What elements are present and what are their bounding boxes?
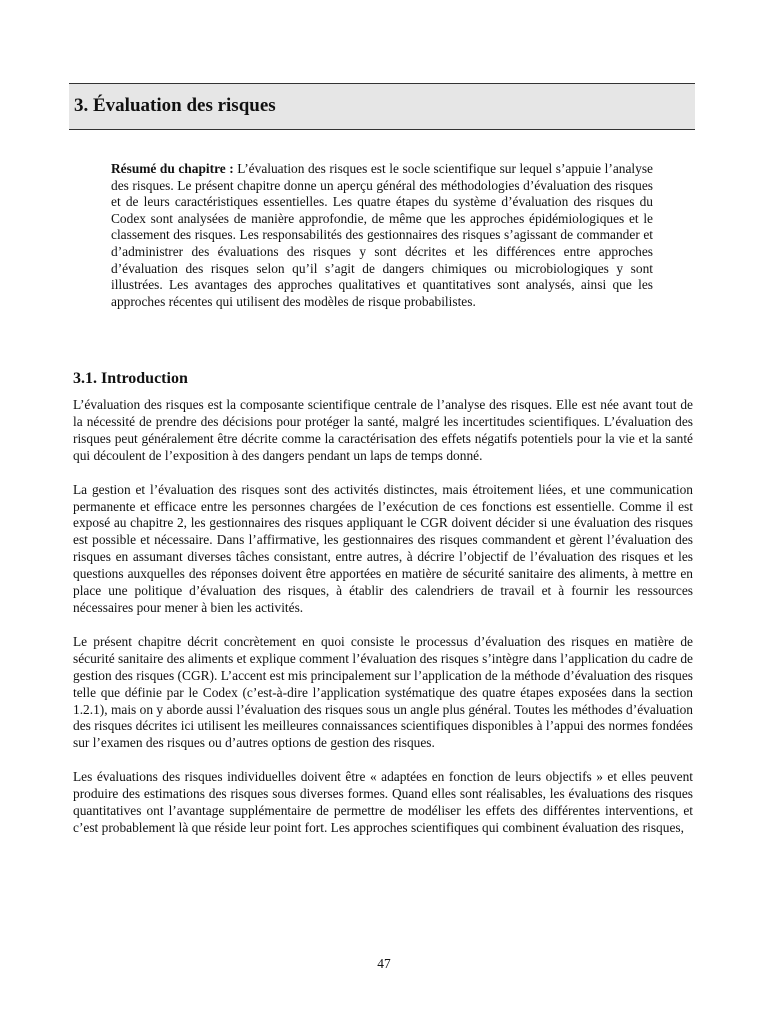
summary-text: L’évaluation des risques est le socle scientifique sur lequel s’appuie l’analyse des risques. Le présent chapitre donne un aperçu général des méthodologies d’évaluation des risques et de leurs caractéristiques essentielles. Les quatre étapes du système d’évaluation des risques du Codex sont analysées de manière approfondie, de même que les approches épidémiologiques et le classement des risques. Les responsabilités des gestionnaires des risques s’agissant de commander et d’administrer des évaluations des risques y sont décrites et les différences entre approches d’évaluation des risques selon qu’il s’agit de dangers chimiques ou microbiologiques y sont illustrées. Les avantages des approches qualitatives et quantitatives sont analysés, ainsi que les approches récentes qui utilisent des modèles de risque probabilistes. — [111, 161, 653, 309]
chapter-number: 3 — [74, 95, 84, 116]
chapter-number-separator: . — [83, 95, 93, 116]
chapter-title — [74, 94, 276, 118]
paragraph: L’évaluation des risques est la composante scientifique centrale de l’analyse des risques. Elle est née avant tout de la nécessité de prendre des décisions pour protéger la santé, malgré les incertitudes scientifiques. L’évaluation des risques peut généralement être décrite comme la caractérisation des effets négatifs potentiels pour la vie et la santé qui découlent de l’exposition à des dangers pendant un laps de temps donné. — [73, 397, 693, 463]
page-number: 47 — [377, 956, 391, 971]
paragraph: Les évaluations des risques individuelles doivent être « adaptées en fonction de leurs objectifs » et elles peuvent produire des estimations des risques sous diverses formes. Quand elles sont réalisables, les évaluations des risques quantitatives ont l’avantage supplémentaire de permettre de modéliser les effets des différentes interventions, et c’est probablement là que réside leur point fort. Les approches scientifiques qui combinent évaluation des risques, — [73, 769, 693, 835]
paragraph: La gestion et l’évaluation des risques sont des activités distinctes, mais étroitement liées, et une communication permanente et efficace entre les personnes chargées de l’exécution de ces fonctions est essentielle. Comme il est exposé au chapitre 2, les gestionnaires des risques appliquant le CGR doivent décider si une évaluation des risques est possible et nécessaire. Dans l’affirmative, les gestionnaires des risques commandent et gèrent l’évaluation des risques en assumant diverses tâches consistant, entre autres, à décrire l’objectif de l’évaluation des risques et les questions auxquelles des réponses doivent être apportées en matière de sécurité sanitaire des aliments, à mettre en place une politique d’évaluation des risques, à établir des calendriers de travail et à fournir les ressources nécessaires pour mener à bien les activités. — [73, 481, 693, 615]
chapter-banner — [69, 83, 695, 130]
chapter-summary — [111, 161, 653, 310]
paragraph: Le présent chapitre décrit concrètement en quoi consiste le processus d’évaluation des risques en matière de sécurité sanitaire des aliments et explique comment l’évaluation des risques s’intègre dans l’application du cadre de gestion des risques (CGR). L’accent est mis principalement sur l’application de la méthode d’évaluation des risques telle que définie par le Codex (c’est-à-dire l’application systématique des quatre étapes exposées dans la section 1.2.1), mais on y aborde aussi l’évaluation des risques sous un angle plus général. Toutes les méthodes d’évaluation des risques décrites ici utilisent les meilleures connaissances scientifiques disponibles à l’appui des normes fondées sur l’examen des risques ou d’autres options de gestion des risques. — [73, 633, 693, 751]
chapter-title-text: Évaluation des risques — [93, 95, 276, 116]
section-heading: 3.1. Introduction — [73, 370, 188, 387]
summary-label: Résumé du chapitre : — [111, 161, 234, 176]
section-body — [73, 397, 693, 854]
